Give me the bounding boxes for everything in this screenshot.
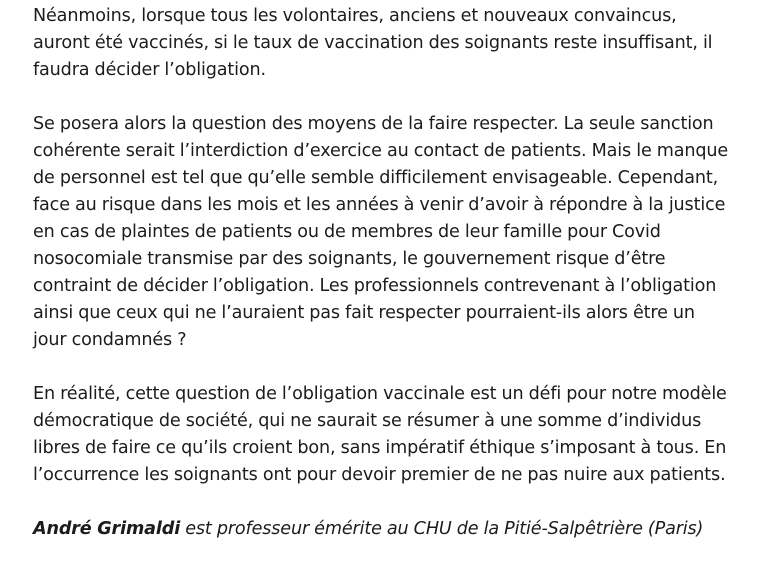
- article-paragraph-2: Se posera alors la question des moyens de la faire respecter. La seule sanction cohérente serait l’interdiction d’exercice au contact de patients. Mais le manque de personnel est tel que qu’elle semble difficilement envisageable. Cependant, face au risque dans les mois et les années à venir d’avoir à répondre à la justice en cas de plaintes de patients ou de membres de leur famille pour Covid nosocomiale transmise par des soignants, le gouvernement risque d’être contraint de décider l’obligation. Les professionnels contrevenant à l’obligation ainsi que ceux qui ne l’auraient pas fait respecter pourraient-ils alors être un jour condamnés ?: [33, 114, 729, 350]
- author-bio: est professeur émérite au CHU de la Pitié-Salpêtrière (Paris): [180, 519, 704, 539]
- article-body: [33, 3, 733, 570]
- author-name: André Grimaldi: [33, 519, 181, 539]
- author-note: [33, 516, 733, 543]
- article-paragraph-1: Néanmoins, lorsque tous les volontaires, anciens et nouveaux convaincus, auront été vaccinés, si le taux de vaccination des soignants reste insuffisant, il faudra décider l’obligation.: [33, 6, 713, 80]
- article-paragraph-3: En réalité, cette question de l’obligation vaccinale est un défi pour notre modèle démocratique de société, qui ne saurait se résumer à une somme d’individus libres de faire ce qu’ils croient bon, sans impératif éthique s’imposant à tous. En l’occurrence les soignants ont pour devoir premier de ne pas nuire aux patients.: [33, 384, 727, 485]
